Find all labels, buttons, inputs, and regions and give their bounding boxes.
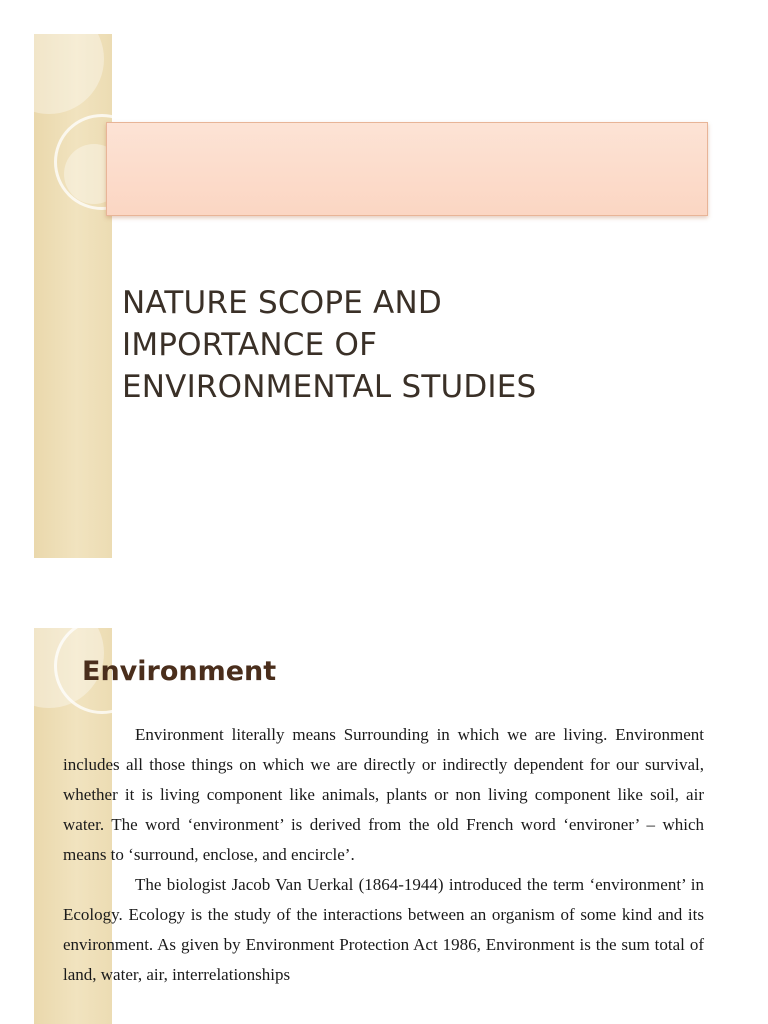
- slide-title-line: ENVIRONMENTAL STUDIES: [122, 369, 537, 405]
- content-slide: [34, 628, 734, 1024]
- body-paragraph: The biologist Jacob Van Uerkal (1864-1944) introduced the term ‘environment’ in Ecology. Ecology is the study of the interactions between an organism of some kind and its environment. As given by Environment Protection Act 1986, Environment is the sum total of land, water, air, interrelationships: [63, 875, 704, 984]
- title-placeholder-box: [106, 122, 708, 216]
- body-paragraph: Environment literally means Surrounding in which we are living. Environment includes all those things on which we are directly or indirectly dependent for our survival, whether it is living component like animals, plants or non living component like soil, air water. The word ‘environment’ is derived from the old French word ‘environer’ – which means to ‘surround, enclose, and encircle’.: [63, 725, 704, 864]
- body-text: [63, 720, 704, 990]
- title-slide: [34, 34, 734, 558]
- decorative-circle: [34, 34, 104, 114]
- slide-side-band: [34, 34, 112, 558]
- slide-title-line: IMPORTANCE OF: [122, 327, 378, 363]
- slide-heading: Environment: [82, 656, 277, 687]
- slide-title: [122, 282, 712, 408]
- slide-title-line: NATURE SCOPE AND: [122, 285, 442, 321]
